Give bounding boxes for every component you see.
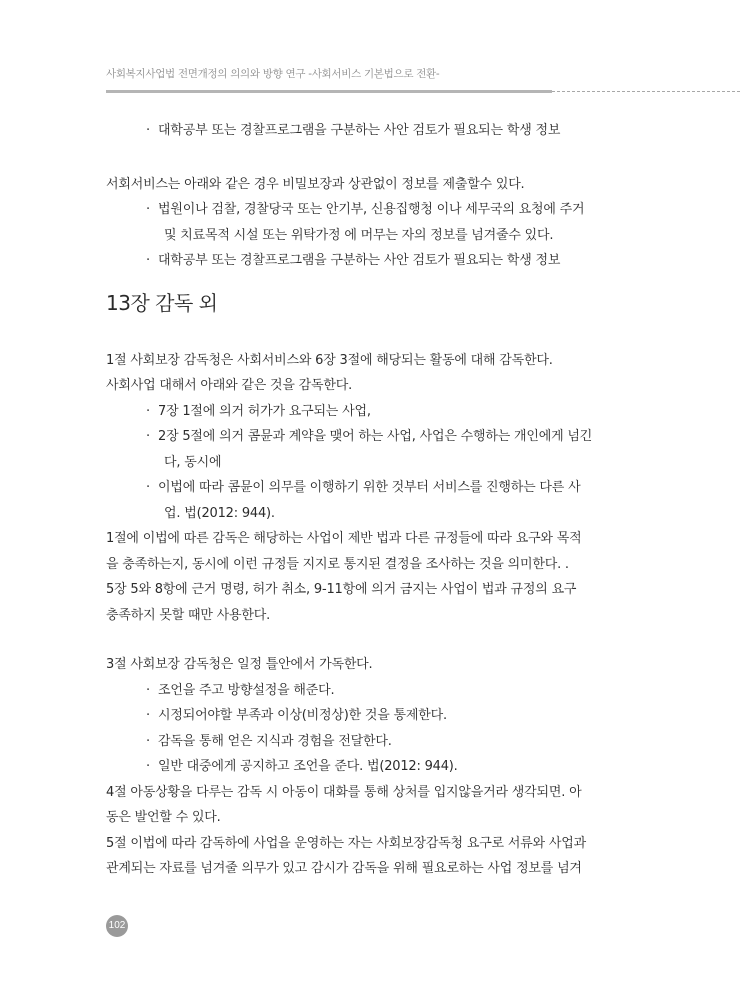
paragraph-intro: 서회서비스는 아래와 같은 경우 비밀보장과 상관없이 정보를 제출할수 있다.: [106, 176, 525, 192]
list-item: · 이법에 따라 콤뮨이 의무를 이행하기 위한 것부터 서비스를 진행하는 다른 사: [106, 475, 634, 501]
section-5-paragraph: 관계되는 자료를 넘겨줄 의무가 있고 감시가 감독을 위해 필요로하는 사업 정보를 넘겨: [106, 861, 582, 876]
section-1-paragraph: 충족하지 못할 때만 사용한다.: [106, 607, 271, 623]
section-1-paragraph: 을 충족하는지, 동시에 이런 규정들 지지로 통지된 결정을 조사하는 것을 의미한다. .: [106, 556, 569, 572]
list-item: · 감독을 통해 얻은 지식과 경험을 전달한다.: [106, 729, 634, 755]
page-number: 102: [106, 915, 128, 937]
list-item-continuation: 다, 동시에: [164, 454, 222, 470]
section-1-text: 사회사업 대해서 아래와 같은 것을 감독한다.: [106, 378, 353, 393]
page-body: [106, 118, 634, 882]
section-4-paragraph: 동은 발언할 수 있다.: [106, 810, 221, 825]
list-item: · 대학공부 또는 경찰프로그램을 구분하는 사안 검토가 필요되는 학생 정보: [106, 118, 634, 144]
header-rule: [106, 90, 552, 93]
section-1-paragraph: 5장 5와 8항에 근거 명령, 허가 취소, 9-11항에 의거 금지는 사업이 법과 규정의 요구: [106, 582, 577, 597]
list-item: · 2장 5절에 의거 콤뮨과 계약을 맺어 하는 사업, 사업은 수행하는 개인에게 넘긴: [106, 424, 634, 450]
section-1-paragraph: 1절에 이법에 따른 감독은 해당하는 사업이 제반 법과 다른 규정들에 따라 요구와 목적: [106, 531, 582, 546]
section-5-paragraph: 5절 이법에 따라 감독하에 사업을 운영하는 자는 사회보장감독청 요구로 서류와 사업과: [106, 835, 586, 851]
chapter-title: 13장 감독 외: [106, 290, 218, 315]
header-dashed-rule: [552, 91, 740, 92]
list-item: · 법원이나 검찰, 경찰당국 또는 안기부, 신용집행청 이나 세무국의 요청에 주거: [106, 197, 634, 223]
list-item-continuation: 업. 법(2012: 944).: [164, 505, 275, 521]
list-item: · 7장 1절에 의거 허가가 요구되는 사업,: [106, 399, 634, 425]
list-item: · 조언을 주고 방향설정을 해준다.: [106, 678, 634, 704]
list-item: · 일반 대중에게 공지하고 조언을 준다. 법(2012: 944).: [106, 754, 634, 780]
running-header: 사회복지사업법 전면개정의 의의와 방향 연구 -사회서비스 기본법으로 전환-: [106, 68, 440, 80]
section-4-paragraph: 4절 아동상황을 다루는 감독 시 아동이 대화를 통해 상처를 입지않을거라 생각되면. 아: [106, 784, 582, 800]
section-1-heading: 1절 사회보장 감독청은 사회서비스와 6장 3절에 해당되는 활동에 대해 감독한다.: [106, 352, 553, 368]
list-item: · 시정되어야할 부족과 이상(비정상)한 것을 통제한다.: [106, 703, 634, 729]
list-item-continuation: 및 치료목적 시설 또는 위탁가정 에 머무는 자의 정보를 넘겨줄수 있다.: [164, 227, 554, 243]
list-item: · 대학공부 또는 경찰프로그램을 구분하는 사안 검토가 필요되는 학생 정보: [106, 248, 634, 274]
section-3-heading: 3절 사회보장 감독청은 일정 틀안에서 가독한다.: [106, 657, 373, 672]
